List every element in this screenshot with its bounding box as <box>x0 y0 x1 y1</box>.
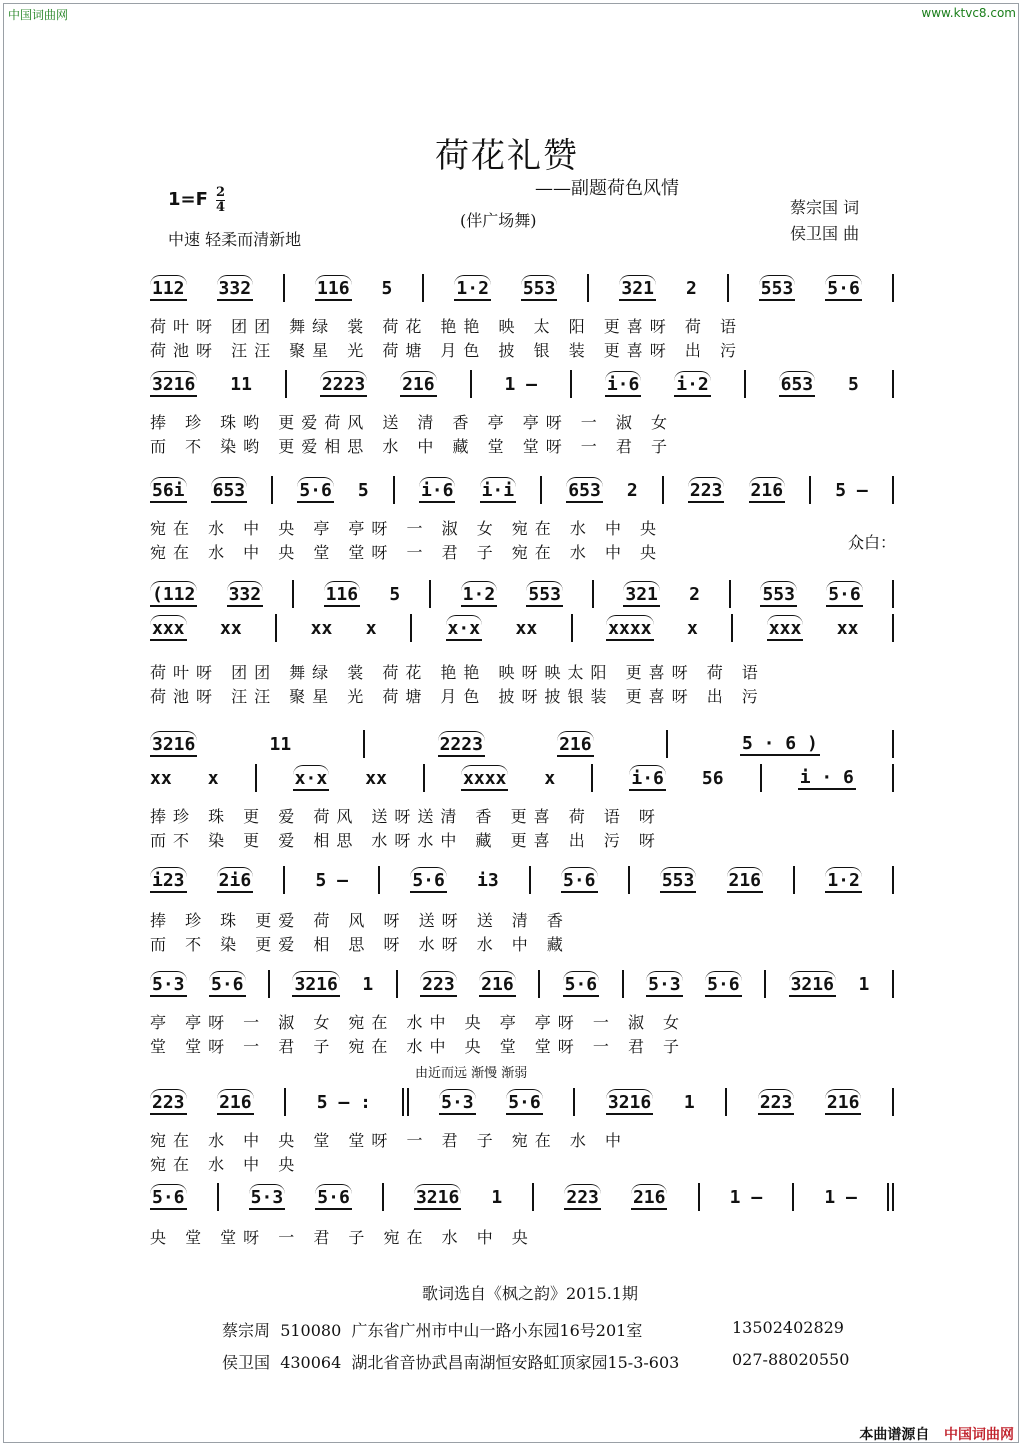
barline <box>217 1183 219 1211</box>
note-group: 216 <box>825 1089 862 1115</box>
song-subtitle: ——副题荷色风情 <box>535 178 679 199</box>
notation-row <box>150 1088 894 1116</box>
barline <box>283 866 285 894</box>
barline <box>382 1183 384 1211</box>
note-group: x <box>686 617 698 639</box>
note-group: 5·6 <box>563 971 600 997</box>
note-group: 553 <box>521 275 558 301</box>
note-group: 5·6 <box>506 1089 543 1115</box>
note-group: xx <box>515 617 538 639</box>
note-group: 1 <box>858 973 870 995</box>
note-group: xx <box>310 617 333 639</box>
note-group: 5·6 <box>150 1184 187 1210</box>
barline <box>628 866 630 894</box>
barline <box>892 866 894 894</box>
chorus-note: 众白： <box>848 533 897 552</box>
note-group: i3 <box>477 869 499 891</box>
lyric-line: 宛在 水 中 央 <box>150 1155 302 1174</box>
note-group: 553 <box>759 275 796 301</box>
note-group: xx <box>836 617 859 639</box>
note-group: 1·2 <box>454 275 491 301</box>
barline <box>429 580 431 608</box>
note-group: i · 6 <box>799 766 854 788</box>
barline <box>587 274 589 302</box>
note-group: 5 – <box>835 479 868 501</box>
lyric-line: 而 不 染哟 更爱相思 水 中 藏 堂 堂呀 一 君 子 <box>150 437 674 456</box>
note-group: 332 <box>217 275 254 301</box>
dynamics-note: 由近而远 渐慢 渐弱 <box>415 1066 528 1081</box>
barline <box>268 970 270 998</box>
note-group: 223 <box>420 971 457 997</box>
barline <box>892 274 894 302</box>
source-site-link[interactable]: 中国词曲网 <box>944 1427 1014 1443</box>
barline <box>793 866 795 894</box>
note-group: 553 <box>760 581 797 607</box>
barline <box>283 274 285 302</box>
barline <box>892 970 894 998</box>
note-group: 3216 <box>150 371 197 397</box>
key-signature <box>168 186 225 215</box>
notation-row <box>150 476 894 504</box>
note-group: 5·6 <box>209 971 246 997</box>
barline <box>573 1088 575 1116</box>
note-group: x·x <box>446 615 483 641</box>
note-group: 653 <box>211 477 248 503</box>
lyric-line: 荷池呀 汪汪 聚星 光 荷塘 月色 披呀披银装 更喜呀 出 污 <box>150 687 765 706</box>
note-group: 216 <box>400 371 437 397</box>
barline <box>378 866 380 894</box>
note-group: 56 <box>701 767 724 789</box>
note-group: 321 <box>623 581 660 607</box>
note-group: 5·3 <box>646 971 683 997</box>
barline <box>363 730 365 758</box>
note-group: 223 <box>688 477 725 503</box>
lyric-line: 而 不 染 更爱 相 思 呀 水呀 水 中 藏 <box>150 935 570 954</box>
note-group: 1 – <box>729 1186 763 1208</box>
note-group: 216 <box>749 477 786 503</box>
barline <box>255 764 257 792</box>
note-group: 3216 <box>414 1184 461 1210</box>
contact-row-2: 侯卫国 430064 湖北省音协武昌南湖恒安路虹顶家园15-3-603 <box>222 1353 680 1372</box>
site-name-left[interactable]: 中国词曲网 <box>8 8 69 22</box>
note-group: 5·3 <box>249 1184 286 1210</box>
note-group: 5 <box>389 583 401 605</box>
note-group: 2 <box>689 583 700 605</box>
barline <box>892 614 894 642</box>
note-group: 5·6 <box>297 477 334 503</box>
note-group: 216 <box>727 867 764 893</box>
composer-credit: 侯卫国 曲 <box>790 224 860 243</box>
barline <box>470 370 472 398</box>
note-group: xx <box>365 767 387 789</box>
note-group: 653 <box>566 477 603 503</box>
note-group: 1 <box>683 1091 695 1113</box>
note-group: 653 <box>779 371 816 397</box>
notation-row <box>150 730 894 758</box>
barline <box>666 730 668 758</box>
lyric-line: 捧 珍 珠哟 更爱荷风 送 清 香 亭 亭呀 一 淑 女 <box>150 413 674 432</box>
barline <box>760 764 762 792</box>
barline <box>271 476 273 504</box>
note-group: x <box>365 617 377 639</box>
note-group: 56i <box>150 477 187 503</box>
note-group: 1 <box>362 973 374 995</box>
barline <box>892 1088 894 1116</box>
lyricist-credit: 蔡宗国 词 <box>790 198 860 217</box>
notation-row <box>150 1183 894 1211</box>
notation-row <box>150 970 894 998</box>
lyric-line: 捧 珍 珠 更爱 荷 风 呀 送呀 送 清 香 <box>150 911 570 930</box>
barline <box>622 970 624 998</box>
note-group: 216 <box>217 1089 254 1115</box>
note-group: 216 <box>479 971 516 997</box>
notation-row <box>150 274 894 302</box>
notation-row <box>150 614 894 642</box>
barline <box>396 970 398 998</box>
note-group: 2223 <box>438 731 485 757</box>
barline <box>892 580 894 608</box>
barline <box>725 1088 727 1116</box>
note-group: 116 <box>324 581 361 607</box>
note-group: i·6 <box>605 371 642 397</box>
note-group: 5·6 <box>561 867 598 893</box>
note-group: 1 <box>491 1186 503 1208</box>
barline <box>892 370 894 398</box>
note-group: 1·2 <box>825 867 862 893</box>
lyrics-source: 歌词选自《枫之韵》2015.1期 <box>422 1284 638 1303</box>
lyric-line: 捧珍 珠 更 爱 荷风 送呀送清 香 更喜 荷 语 呀 <box>150 807 662 826</box>
lyric-line: 荷池呀 汪汪 聚星 光 荷塘 月色 披 银 装 更喜呀 出 污 <box>150 341 743 360</box>
note-group: 2 <box>685 277 697 299</box>
note-group: 223 <box>564 1184 601 1210</box>
note-group: 1 – <box>824 1186 857 1208</box>
barline <box>592 580 594 608</box>
note-group: 5·6 <box>825 275 862 301</box>
note-group: x <box>207 767 219 789</box>
lyric-line: 宛在 水 中 央 堂 堂呀 一 君 子 宛在 水 中 <box>150 1131 628 1150</box>
note-group: 3216 <box>606 1089 653 1115</box>
double-barline <box>402 1088 404 1116</box>
barline <box>540 476 542 504</box>
note-group: i·2 <box>674 371 711 397</box>
note-group: 112 <box>150 275 187 301</box>
double-barline <box>887 1183 889 1211</box>
time-signature: $\frac{2}{4}$ <box>216 185 226 215</box>
lyric-line: 荷叶呀 团团 舞绿 裳 荷花 艳艳 映 太 阳 更喜呀 荷 语 <box>150 317 743 336</box>
barline <box>892 764 894 792</box>
note-group: xxx <box>150 615 187 641</box>
note-group: i23 <box>150 867 187 893</box>
lyric-line: 央 堂 堂呀 一 君 子 宛在 水 中 央 <box>150 1228 535 1247</box>
note-group: 5 · 6 ) <box>741 732 818 754</box>
site-url-right[interactable]: www.ktvc8.com <box>921 6 1016 20</box>
note-group: 5·6 <box>826 581 863 607</box>
note-group: x <box>544 767 556 789</box>
lyric-line: 宛在 水 中 央 堂 堂呀 一 君 子 宛在 水 中 央 <box>150 543 664 562</box>
note-group: 3216 <box>789 971 836 997</box>
barline <box>591 764 593 792</box>
barline <box>570 370 572 398</box>
barline <box>792 1183 794 1211</box>
barline <box>892 730 894 758</box>
lyric-line: 亭 亭呀 一 淑 女 宛在 水中 央 亭 亭呀 一 淑 女 <box>150 1013 687 1032</box>
contact-phone-2: 027-88020550 <box>732 1350 850 1369</box>
song-title: 荷花礼赞 <box>435 136 579 176</box>
barline <box>393 476 395 504</box>
contact-row-1: 蔡宗周 510080 广东省广州市中山一路小东园16号201室 <box>222 1321 643 1340</box>
barline <box>422 274 424 302</box>
barline <box>275 614 277 642</box>
barline <box>284 1088 286 1116</box>
barline <box>744 370 746 398</box>
note-group: i·i <box>480 477 517 503</box>
note-group: 553 <box>526 581 563 607</box>
note-group: 3216 <box>292 971 339 997</box>
lyric-line: 堂 堂呀 一 君 子 宛在 水中 央 堂 堂呀 一 君 子 <box>150 1037 687 1056</box>
note-group: 5·6 <box>705 971 742 997</box>
note-group: 3216 <box>150 731 197 757</box>
note-group: 321 <box>619 275 656 301</box>
note-group: 223 <box>758 1089 795 1115</box>
notation-row <box>150 764 894 792</box>
note-group: 5 <box>381 277 393 299</box>
barline <box>571 614 573 642</box>
note-group: 11 <box>230 373 252 395</box>
note-group: 5·3 <box>150 971 187 997</box>
barline <box>729 580 731 608</box>
note-group: i·6 <box>419 477 456 503</box>
barline <box>423 764 425 792</box>
note-group: 1 – <box>504 373 537 395</box>
note-group: (112 <box>150 581 197 607</box>
note-group: xx <box>219 617 242 639</box>
note-group: 2 <box>626 479 638 501</box>
note-group: 5 <box>848 373 859 395</box>
note-group: 5·6 <box>315 1184 352 1210</box>
note-group: 223 <box>150 1089 187 1115</box>
note-group: 1·2 <box>461 581 498 607</box>
note-group: 2223 <box>320 371 367 397</box>
source-footer: 本曲谱源自 中国词曲网 <box>859 1427 1014 1443</box>
notation-row <box>150 370 894 398</box>
barline <box>532 1183 534 1211</box>
barline <box>727 274 729 302</box>
note-group: 216 <box>631 1184 668 1210</box>
note-group: 2i6 <box>217 867 254 893</box>
lyric-line: 荷叶呀 团团 舞绿 裳 荷花 艳艳 映呀映太阳 更喜呀 荷 语 <box>150 663 765 682</box>
note-group: 116 <box>315 275 352 301</box>
genre-note: (伴广场舞) <box>460 211 537 230</box>
barline <box>731 614 733 642</box>
barline <box>764 970 766 998</box>
note-group: xxxx <box>461 765 508 791</box>
note-group: 11 <box>269 733 292 755</box>
lyric-line: 而不 染 更 爱 相思 水呀水中 藏 更喜 出 污 呀 <box>150 831 662 850</box>
note-group: 5·6 <box>410 867 447 893</box>
contact-phone-1: 13502402829 <box>732 1318 844 1337</box>
barline <box>292 580 294 608</box>
barline <box>529 866 531 894</box>
notation-row <box>150 580 894 608</box>
note-group: 332 <box>227 581 264 607</box>
note-group: xxxx <box>606 615 653 641</box>
note-group: 5·3 <box>439 1089 476 1115</box>
note-group: xx <box>150 767 172 789</box>
lyric-line: 宛在 水 中 央 亭 亭呀 一 淑 女 宛在 水 中 央 <box>150 519 664 538</box>
note-group: 5 – : <box>316 1091 371 1113</box>
note-group: i·6 <box>629 765 666 791</box>
tempo-marking: 中速 轻柔而清新地 <box>168 230 302 249</box>
note-group: 216 <box>557 731 594 757</box>
barline <box>892 476 894 504</box>
note-group: xxx <box>767 615 804 641</box>
barline <box>285 370 287 398</box>
note-group: 553 <box>660 867 697 893</box>
note-group: x·x <box>293 765 330 791</box>
barline <box>662 476 664 504</box>
barline <box>410 614 412 642</box>
notation-row <box>150 866 894 894</box>
barline <box>809 476 811 504</box>
key-label: 1=F <box>168 189 208 210</box>
barline <box>698 1183 700 1211</box>
barline <box>538 970 540 998</box>
note-group: 5 <box>357 479 369 501</box>
note-group: 5 – <box>315 869 349 891</box>
